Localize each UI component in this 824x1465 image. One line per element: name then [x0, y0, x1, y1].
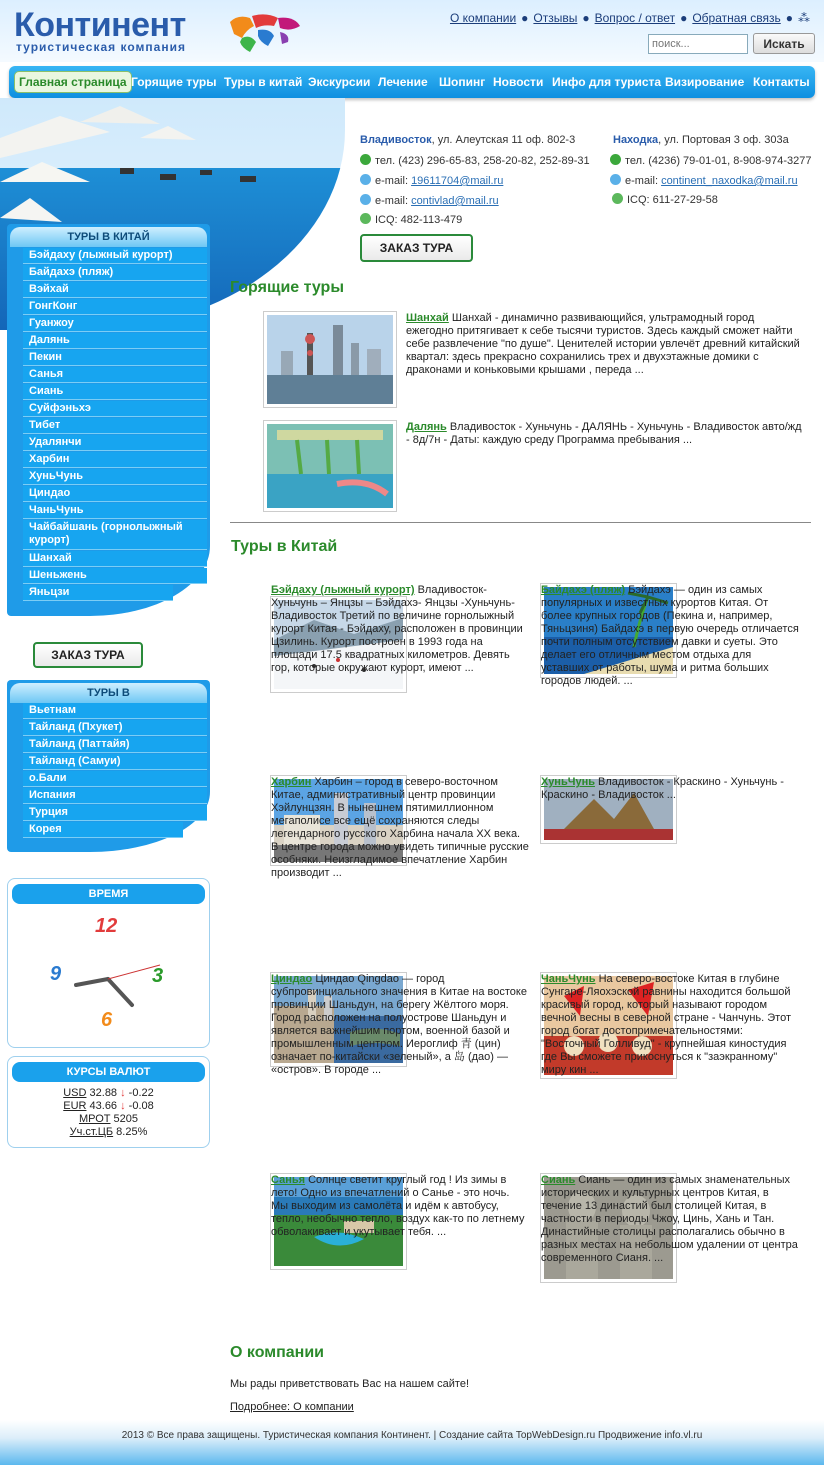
top-link-faq[interactable]: Вопрос / ответ	[594, 11, 676, 25]
sidebar-item-pattaya[interactable]: Тайланд (Паттайя)	[23, 737, 207, 753]
rate-mrot-link[interactable]: МРОТ	[78, 1113, 111, 1125]
vl-phone: тел. (423) 296-65-83, 258-20-82, 252-89-31	[360, 154, 590, 167]
clock-hands-icon	[68, 959, 168, 1009]
rate-cb: Уч.ст.ЦБ 8.25%	[69, 1126, 148, 1138]
sidebar-item-xian[interactable]: Сиань	[23, 384, 207, 400]
icq-icon	[612, 193, 623, 204]
vl-email-1-link[interactable]: 19611704@mail.ru	[411, 175, 504, 187]
order-tour-button-top[interactable]: ЗАКАЗ ТУРА	[360, 234, 473, 262]
arrow-down-icon: ↓	[120, 1100, 126, 1112]
header	[0, 0, 824, 62]
sidebar-item-tibet[interactable]: Тибет	[23, 418, 207, 434]
nav-item-china-tours[interactable]: Туры в китай	[224, 75, 303, 89]
main-nav	[9, 66, 815, 98]
vl-address: Владивосток, ул. Алеутская 11 оф. 802-3	[360, 134, 576, 146]
clock-12: 12	[95, 915, 118, 937]
logo-title[interactable]: Континент	[14, 6, 186, 44]
sidebar-china-tours	[7, 224, 210, 616]
sidebar-item-beijing[interactable]: Пекин	[23, 350, 207, 366]
sidebar-other-tours	[7, 680, 210, 852]
clock-9: 9	[50, 963, 62, 985]
china-item-sanya-text: Санья Солнце светит круглый год ! Из зимы в лето! Одно из впечатлений о Санье - это ночь. Мы выходим из самолёта и идём к автобусу, тепло, необычно тепло, воздух как-то по летнему обволакивает и укутывает тебя. ...	[271, 1174, 525, 1238]
time-widget-title: ВРЕМЯ	[12, 884, 205, 904]
china-item-baidahe-link[interactable]: Байдахэ (пляж)	[541, 584, 626, 596]
china-item-beidahu-link[interactable]: Бэйдаху (лыжный курорт)	[271, 584, 415, 596]
nav-item-news[interactable]: Новости	[493, 75, 544, 89]
sitemap-icon[interactable]: ⁂	[798, 11, 810, 25]
rates-widget	[7, 1056, 210, 1148]
sidebar-item-suifenhe[interactable]: Суйфэньхэ	[23, 401, 207, 417]
nav-item-treatment[interactable]: Лечение	[378, 75, 428, 89]
china-item-xian-text: Сиань Сиань — один из самых знаменательных исторических и культурных центров Китая, в течение 13 династий был столицей Китая, в частности в периоды Чжоу, Цинь, Хань и Тан. Династийные столицы располагались обычно в разных местах на небольшом удалении от центра современного Сианя. ...	[541, 1174, 798, 1264]
clock-6: 6	[101, 1009, 113, 1031]
sidebar-item-changchun[interactable]: ЧаньЧунь	[23, 503, 207, 519]
nh-phone: тел. (4236) 79-01-01, 8-908-974-3277	[610, 154, 811, 167]
hot-item-dalian-text: Далянь Владивосток - Хуньчунь - ДАЛЯНЬ - Хуньчунь - Владивосток авто/жд - 8д/7н - Даты: каждую среду Программа пребывания ...	[406, 421, 802, 446]
thumb-shanghai[interactable]	[263, 311, 397, 408]
sidebar-item-yanji[interactable]: Яньцзи	[23, 585, 173, 601]
nav-item-shopping[interactable]: Шопинг	[439, 75, 486, 89]
rate-eur: EUR 43.66 ↓ -0.08	[63, 1100, 154, 1112]
china-item-changchun-link[interactable]: ЧаньЧунь	[541, 973, 596, 985]
top-links: О компании ● Отзывы ● Вопрос / ответ ● Обратная связь ● ⁂	[449, 11, 810, 25]
sidebar-item-changbaishan-line1: Чайбайшань (горнолыжный	[29, 521, 183, 533]
sidebar-item-dalian[interactable]: Далянь	[23, 333, 207, 349]
sidebar-other-title: ТУРЫ В	[10, 683, 207, 703]
sidebar-item-shenzhen[interactable]: Шеньжень	[23, 568, 207, 584]
nh-icq: ICQ: 611-27-29-58	[612, 193, 718, 206]
nav-item-home[interactable]: Главная страница	[14, 71, 132, 93]
email-icon	[610, 174, 621, 185]
footer	[0, 1420, 824, 1465]
rate-eur-link[interactable]: EUR	[63, 1100, 87, 1112]
sidebar-item-weihai[interactable]: Вэйхай	[23, 282, 207, 298]
china-item-baidahe-text: Байдахэ (пляж) Бэйдахэ — один из самых популярных и известных курортов Китая. От более крупных городов (Пекина и, например, Тяньцзиня) Байдахэ в первую очередь отличается почти полным отсутствием давки и суеты. Это делает его отличным местом отдыха для уставших от работы, шума и ритма больших городов людей. ...	[541, 584, 799, 687]
nav-item-tourist-info[interactable]: Инфо для туриста	[552, 75, 662, 89]
top-link-reviews[interactable]: Отзывы	[533, 11, 578, 25]
rate-usd-link[interactable]: USD	[63, 1087, 87, 1099]
china-item-hunchun-text: ХуньЧунь Владивосток - Краскино - Хуньчунь - Краскино - Владивосток ...	[541, 776, 784, 801]
hot-item-shanghai-text: Шанхай Шанхай - динамично развивающийся, ультрамодный город ежегодно притягивает к себе тысячи туристов. Здесь каждый сможет найти себе развлечение "по душе". Ценителей истории увлечёт древний китайский квартал: здесь прекрасно сохранились трех и двухэтажные домики с драконами и коньковыми крышами , переда ...	[406, 312, 800, 376]
sidebar-item-baidahe[interactable]: Байдахэ (пляж)	[23, 265, 207, 281]
rate-mrot: МРОТ 5205	[78, 1113, 139, 1125]
nh-email-link[interactable]: continent_naxodka@mail.ru	[661, 175, 798, 187]
nh-address: Находка, ул. Портовая 3 оф. 303а	[613, 134, 789, 146]
rates-widget-title: КУРСЫ ВАЛЮТ	[12, 1062, 205, 1082]
icq-icon	[360, 213, 371, 224]
sidebar-item-harbin[interactable]: Харбин	[23, 452, 207, 468]
china-item-hunchun-link[interactable]: ХуньЧунь	[541, 776, 595, 788]
sidebar-item-guangzhou[interactable]: Гуанжоу	[23, 316, 207, 332]
about-text: Мы рады приветствовать Вас на нашем сайте!	[230, 1378, 470, 1390]
arrow-down-icon: ↓	[120, 1087, 126, 1099]
china-tours-title: Туры в Китай	[231, 538, 338, 555]
sidebar-item-phuket[interactable]: Тайланд (Пхукет)	[23, 720, 207, 736]
section-divider	[230, 522, 811, 523]
vl-icq: ICQ: 482-113-479	[360, 213, 462, 226]
logo-subtitle: туристическая компания	[16, 40, 186, 54]
search-input[interactable]	[648, 34, 748, 54]
china-item-beidahu-text: Бэйдаху (лыжный курорт) Владивосток-Хуньчунь – Янцзы – Бэйдахэ- Янцзы -Хуньчунь-Владивосток Третий по величине горнолыжный курорт Китая - Бэйдаху, расположен в провинции Цзилинь. Курорт построен в 1993 года на площади 17.5 квадратных километров. Девять гор, которые окружают курорт, имеют ...	[271, 584, 523, 674]
sidebar-item-hongkong[interactable]: ГонгКонг	[23, 299, 207, 315]
sidebar-item-changbaishan[interactable]	[23, 520, 207, 550]
sidebar-item-samui[interactable]: Тайланд (Самуи)	[23, 754, 207, 770]
thumb-dalian[interactable]	[263, 420, 397, 512]
nh-email: e-mail: continent_naxodka@mail.ru	[610, 174, 798, 187]
sidebar-item-beidahu[interactable]: Бэйдаху (лыжный курорт)	[23, 248, 207, 264]
footer-text: 2013 © Все права защищены. Туристическая компания Континент. | Создание сайта TopWebDesign.ru Продвижение info.vl.ru	[121, 1430, 703, 1441]
sidebar-item-qingdao[interactable]: Циндао	[23, 486, 207, 502]
china-item-harbin-link[interactable]: Харбин	[271, 776, 312, 788]
china-item-changchun-text: ЧаньЧунь На северо-востоке Китая в глубине Сунгаре-Ляохэской равнины находится большой красивый город, который называют городом вечной весны в северной стране - Чанчунь. Этот город богат достопримечательностями: "Восточный Голливуд" - крупнейшая киностудия где Вы сможете прикоснуться к "заэкранному" миру кин ...	[541, 973, 791, 1076]
clock-3: 3	[152, 965, 164, 987]
email-icon	[360, 194, 371, 205]
china-item-sanya-link[interactable]: Санья	[271, 1174, 306, 1186]
top-link-feedback[interactable]: Обратная связь	[692, 11, 781, 25]
sidebar-item-bali[interactable]: о.Бали	[23, 771, 207, 787]
vl-email-2-link[interactable]: contivlad@mail.ru	[411, 195, 499, 207]
email-icon	[360, 174, 371, 185]
rate-usd: USD 32.88 ↓ -0.22	[63, 1087, 154, 1099]
vl-email-2: e-mail: contivlad@mail.ru	[360, 194, 499, 207]
hot-tours-title: Горящие туры	[230, 279, 344, 296]
sidebar-item-vietnam[interactable]: Вьетнам	[23, 703, 207, 719]
hot-item-dalian-link[interactable]: Далянь	[406, 421, 447, 433]
search-button[interactable]: Искать	[753, 33, 815, 54]
rate-cb-link[interactable]: Уч.ст.ЦБ	[69, 1126, 114, 1138]
top-link-about[interactable]: О компании	[449, 11, 517, 25]
time-widget	[7, 878, 210, 1048]
rates-list	[8, 1087, 209, 1139]
sidebar-item-changbaishan-line2: курорт)	[29, 534, 70, 546]
about-more-link[interactable]: Подробнее: О компании	[230, 1401, 354, 1413]
sidebar-item-shanghai[interactable]: Шанхай	[23, 551, 207, 567]
phone-icon	[360, 154, 371, 165]
china-item-qingdao-link[interactable]: Циндао	[271, 973, 313, 985]
china-item-harbin-text: Харбин Харбин – город в северо-восточном Китае, административный центр провинции Хэйлунцзян. В нынешнем пятимиллионном мегаполисе все ещё сохраняются следы легендарного русского Харбина начала XX века. В центре города можно увидеть типичные русские особняки. Неизгладимое впечатление Харбин производит ...	[271, 776, 529, 879]
about-title: О компании	[230, 1344, 324, 1361]
china-item-xian-link[interactable]: Сиань	[541, 1174, 576, 1186]
sidebar-item-sanya[interactable]: Санья	[23, 367, 207, 383]
china-item-qingdao-text: Циндао Циндао Qingdao — город субпровинциального значения в Китае на востоке провинции Шаньдун, на берегу Жёлтого моря. Город расположен на полуострове Шаньдун и является важнейшим портом, военной базой и промышленным центром. Иероглиф 青 (цин) означает по-китайски «зеленый», а 岛 (дао) — «остров». В городе ...	[271, 973, 527, 1076]
sidebar-item-wudalianchi[interactable]: Удалянчи	[23, 435, 207, 451]
globe-logo-icon	[224, 12, 302, 54]
nav-item-contacts[interactable]: Контакты	[753, 75, 810, 89]
hot-item-shanghai-link[interactable]: Шанхай	[406, 312, 449, 324]
nav-item-excursions[interactable]: Экскурсии	[308, 75, 371, 89]
vl-email-1: e-mail: 19611704@mail.ru	[360, 174, 503, 187]
sidebar-item-turkey[interactable]: Турция	[23, 805, 207, 821]
nav-item-visa[interactable]: Визирование	[665, 75, 745, 89]
sidebar-item-hunchun[interactable]: ХуньЧунь	[23, 469, 207, 485]
nav-item-hot-tours[interactable]: Горящие туры	[131, 75, 217, 89]
order-tour-button-sidebar[interactable]: ЗАКАЗ ТУРА	[33, 642, 143, 668]
sidebar-item-korea[interactable]: Корея	[23, 822, 183, 838]
sidebar-item-spain[interactable]: Испания	[23, 788, 207, 804]
sidebar-china-title: ТУРЫ В КИТАЙ	[10, 227, 207, 247]
phone-icon	[610, 154, 621, 165]
